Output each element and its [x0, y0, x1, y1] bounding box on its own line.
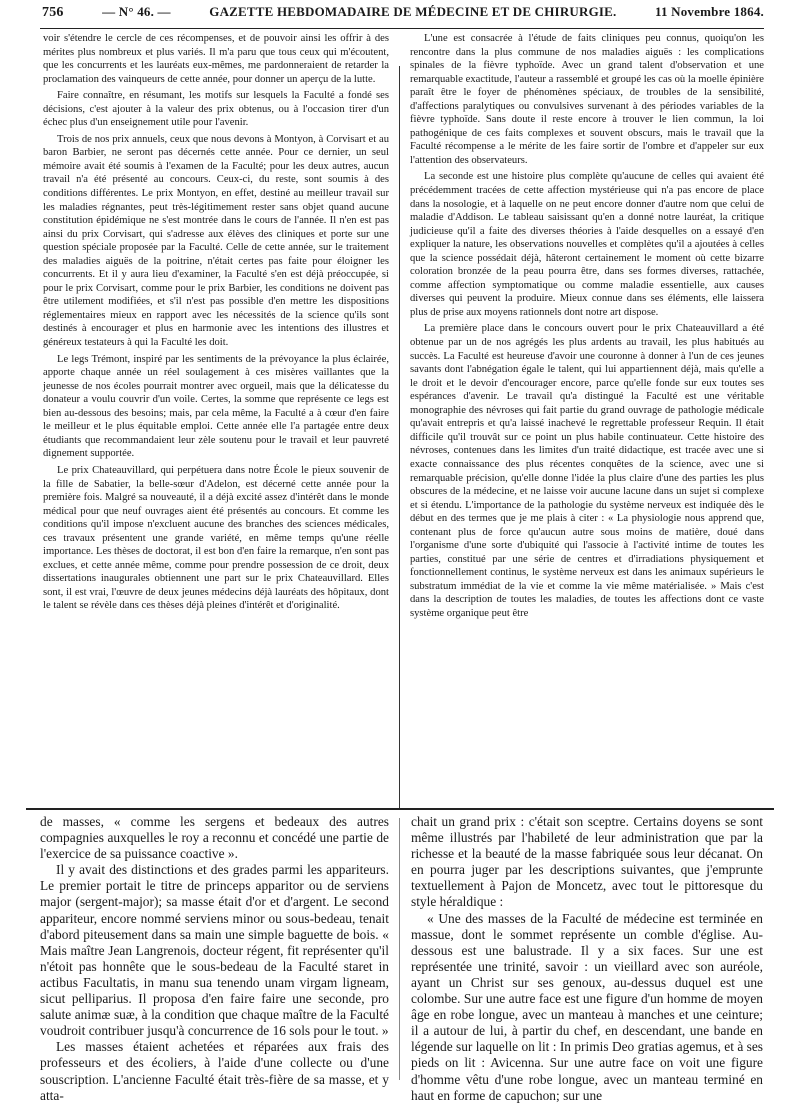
paragraph: Faire connaître, en résumant, les motifs sur lesquels la Faculté a fondé ses décisions, c'est ajouter à la valeur des prix obtenus, ou à l'occasion tirer d'un échec plus d'un enseignement utile pour l'avenir. [43, 90, 389, 129]
paragraph: « Une des masses de la Faculté de médecine est terminée en massue, dont le sommet représente un comble d'église. Au-dessous est une balustrade. Il y a six faces. Sur une est représentée une trinité, savoir : un vieillard avec son auréole, ayant un Christ sur ses genoux, au-dessus duquel est une colombe. Sur une autre face est une figure d'un homme de moyen âge en robe longue, avec un manteau à manches et une ceinture; il a autour de lui, à partir du chef, en descendant, une bande en légende sur laquelle on lit : In primis Deo gratias agemus, et à ses pieds on lit : Avicenna. Sur une autre face on voit une figure d'homme vêtu d'une robe longue, avec un manteau terminé en haut en forme de capuchon; sur une [411, 910, 763, 1103]
paragraph: de masses, « comme les sergens et bedeaux des autres compagnies auxquelles le roy a reconnu et concédé une partie de l'exercice de sa puissance coactive ». [40, 814, 389, 862]
upper-left-column [43, 32, 389, 807]
paragraph: La première place dans le concours ouvert pour le prix Chateauvillard a été obtenue par un de nos agrégés les plus ardents au travail, les plus habitués au succès. La Faculté est heureuse d'avoir une couronne à donner à l'un de ces jeunes savants dont l'abnégation égale le talent, qui lui appartiennent déjà, mais qu'elle a le droit et le devoir d'encourager encore, parce qu'elle fonde sur eux toutes ses espérances d'avenir. Le travail qu'a distingué la Faculté est une véritable monographie des névroses qui fait partie du grand ouvrage de pathologie médicale qu'avait entrepris et qu'a laissé inachevé le regrettable professeur Requin. Il était difficile qu'il trouvât sur ce point un plus habile continuateur. Cette histoire des névroses, contenues dans les limites d'un traité didactique, est tracée avec une si exacte connaissance des plus récentes conquêtes de la science, avec une si remarquable précision, qu'elle donne l'idée la plus claire d'une des parties les plus obscures de la médecine, et ne laisse voir aucune lacune dans un sujet si complexe et si étendu. L'importance de la pathologie du système nerveux est indiquée dès le début en des termes que je me plais à citer : « La physiologie nous apprend que, contenant plus de force qu'aucun autre sous moins de matière, doué dans l'organisme d'une sorte d'ubiquité qui l'associe à l'activité intime de toutes les parties, constitué par une série de centres et d'irradiations physiquement et fonctionnellement continus, le système nerveux est dans les animaux supérieurs le substratum immédiat de la vie et comme la vie même matérialisée. » Mais c'est dans la description de toutes les maladies, de toutes les affections dont ce vaste système organique peut être [410, 323, 764, 619]
paragraph: Le legs Trémont, inspiré par les sentiments de la prévoyance la plus éclairée, apporte chaque année un réel soulagement à ces misères vaillantes que la jeunesse de nos écoles pourrait montrer avec orgueil, mais que la délicatesse du donateur a voulu couvrir d'un voile. Certes, la somme que représente ce legs est bien au-dessous des besoins; mais, par cela même, la Faculté a à cœur d'en faire le meilleur et le plus équitable emploi. Cette année elle l'a partagée entre deux étudiants que recommandaient leur zèle soutenu pour le travail et leur pauvreté dignement supportée. [43, 353, 389, 460]
issue-date: 11 Novembre 1864. [655, 4, 764, 19]
paragraph: La seconde est une histoire plus complète qu'aucune de celles qui avaient été précédemment tracées de cette affection mystérieuse qui n'a pas encore de place dans la nosologie, et à laquelle on ne peut encore donner d'autre nom que celui de maladie d'Addison. Le tableau saisissant qu'en a donné notre lauréat, la critique judicieuse qu'il a faite des diverses théories à l'aide desquelles on a essayé d'en expliquer la nature, les observations nouvelles et complètes qu'il a ajoutées à celles que la science possédait déjà, hâteront certainement le moment où cette bizarre coloration bronzée de la peau pourra être, dans ses formes diverses, rattachée, comme affection symptomatique ou comme maladie essentielle, aux causes diverses qui peuvent la produire. Mieux connue dans ses éléments, elle laissera plus de prise aux moyens rationnels dont notre art dispose. [410, 171, 764, 318]
journal-title: GAZETTE HEBDOMADAIRE DE MÉDECINE ET DE CHIRURGIE. [209, 4, 617, 19]
feuilleton-rule [26, 808, 774, 810]
paragraph: voir s'étendre le cercle de ces récompenses, et de pouvoir ainsi les offrir à des mérites plus nombreux et plus variés. Il m'a paru que tous ceux qui m'écoutent, que les concurrents et les lauréats eux-mêmes, me pardonneraient de retarder la proclamation des vainqueurs de cette année, pour donner un aperçu de la lutte. [43, 33, 389, 85]
upper-right-column [410, 32, 764, 807]
paragraph: Trois de nos prix annuels, ceux que nous devons à Montyon, à Corvisart et au baron Barbier, ne seront pas décernés cette année. Pour ce dernier, un seul mémoire avait été soumis à l'examen de la Faculté; pour les deux autres, aucun travail n'a été présenté au concours. Ceux-ci, du reste, sont soumis à des conditions différentes. Le prix Montyon, en effet, destiné au meilleur travail sur les maladies régnantes, peut très-légitimement rester sans objet quand aucune constitution épidémique ne s'est montrée dans le cours de l'année. Il n'en est pas ainsi du prix Corvisart, qui s'adresse aux élèves des cliniques et porte sur une question spéciale proposée par la Faculté. Celle de cette année, sur le traitement des maladies aiguës de la poitrine, n'était certes pas faite pour éloigner les concurrents. Et il y aura lieu d'examiner, la Faculté s'en est déjà préoccupée, si pour le prix Corvisart, comme pour le prix Barbier, les conditions ne doivent pas être utilement modifiées, et s'il n'est pas possible d'en mettre les dispositions réglementaires mieux en rapport avec les nécessités de la science qu'ils sont destinés à encourager et plus en harmonie avec les intentions des illustres et généreux testateurs à qui la Faculté les doit. [43, 133, 389, 349]
issue-number: — N° 46. — [102, 4, 171, 19]
lower-left-column [40, 814, 389, 1103]
paragraph: chait un grand prix : c'était son sceptre. Certains doyens se sont même illustrés par l'habileté de leur administration que par la richesse et la beauté de la masse fabriquée sous leur décanat. On en pourra juger par les descriptions suivantes, que j'emprunte textuellement à Pajon de Moncetz, avec tout le pittoresque du style héraldique : [411, 814, 763, 910]
column-divider [399, 818, 400, 1080]
page-header [42, 4, 764, 28]
header-rule [40, 28, 764, 29]
lower-right-column [411, 814, 763, 1103]
paragraph: Il y avait des distinctions et des grades parmi les appariteurs. Le premier portait le titre de princeps apparitor ou de serviens major (sergent-major); sa masse était d'or et d'argent. Le second appariteur, encore nommé serviens minor ou sous-bedeau, tenait d'abord piteusement dans sa main une simple baguette de bois. « Mais maître Jean Langrenois, docteur régent, fit représenter qu'il n'étoit pas honnête que le sous-bedeau de la Faculté staret in actibus Facultatis, in manu sua tenendo unam virgam ligneam, sicut pelliparius. Il proposa d'en faire faire une seconde, pro salute animæ suæ, à la condition que chaque maître de la Faculté voudroit contribuer jusqu'à concurrence de 16 sols pour le tout. » [40, 862, 389, 1039]
paragraph: Le prix Chateauvillard, qui perpétuera dans notre École le pieux souvenir de la fille de Sabatier, la belle-sœur d'Adelon, est décerné cette année pour la première fois. Malgré sa nouveauté, il a déjà excité assez d'intérêt dans le monde médical pour que neuf ouvrages aient été présentés au concours. Et comme les conditions qu'il impose n'excluent aucune des branches des sciences médicales, ces travaux présentent une grande variété, en même temps qu'une réelle importance. Les thèses de doctorat, il est bon d'en faire la remarque, n'en sont pas exclues, et cette année même, comme pour prendre possession de ce droit, deux dissertations inaugurales obtiennent une part sur le prix Chateauvillard. Elles sont, il est vrai, l'œuvre de deux jeunes médecins déjà lauréats des hôpitaux, dont le talent se révèle dans ces thèses déjà pleines d'intérêt et d'originalité. [43, 464, 389, 612]
page-number: 756 [42, 5, 64, 20]
column-divider [399, 66, 400, 808]
paragraph: L'une est consacrée à l'étude de faits cliniques peu connus, quoiqu'on les rencontre dans la plus commune de nos maladies aiguës : les complications spinales de la fièvre typhoïde. Avec un grand talent d'observation et une remarquable exactitude, l'auteur a rassemblé et groupé les cas où la moelle épinière paraît être le foyer de phénomènes spéciaux, de troubles de la sensibilité, d'affections paralytiques ou convulsives survenant à des périodes variables de la fièvre typhoïde. Sans doute il reste encore à trouver le lien commun, la loi pathogénique de ces faits complexes et souvent obscurs, mais le travail que la Faculté récompense a le mérite de les faire sortir de l'ombre et d'appeler sur eux l'attention des observateurs. [410, 33, 764, 166]
paragraph: Les masses étaient achetées et réparées aux frais des professeurs et des écoliers, à l'aide d'une collecte ou d'une souscription. L'ancienne Faculté était très-fière de sa masse, et y atta- [40, 1039, 389, 1103]
